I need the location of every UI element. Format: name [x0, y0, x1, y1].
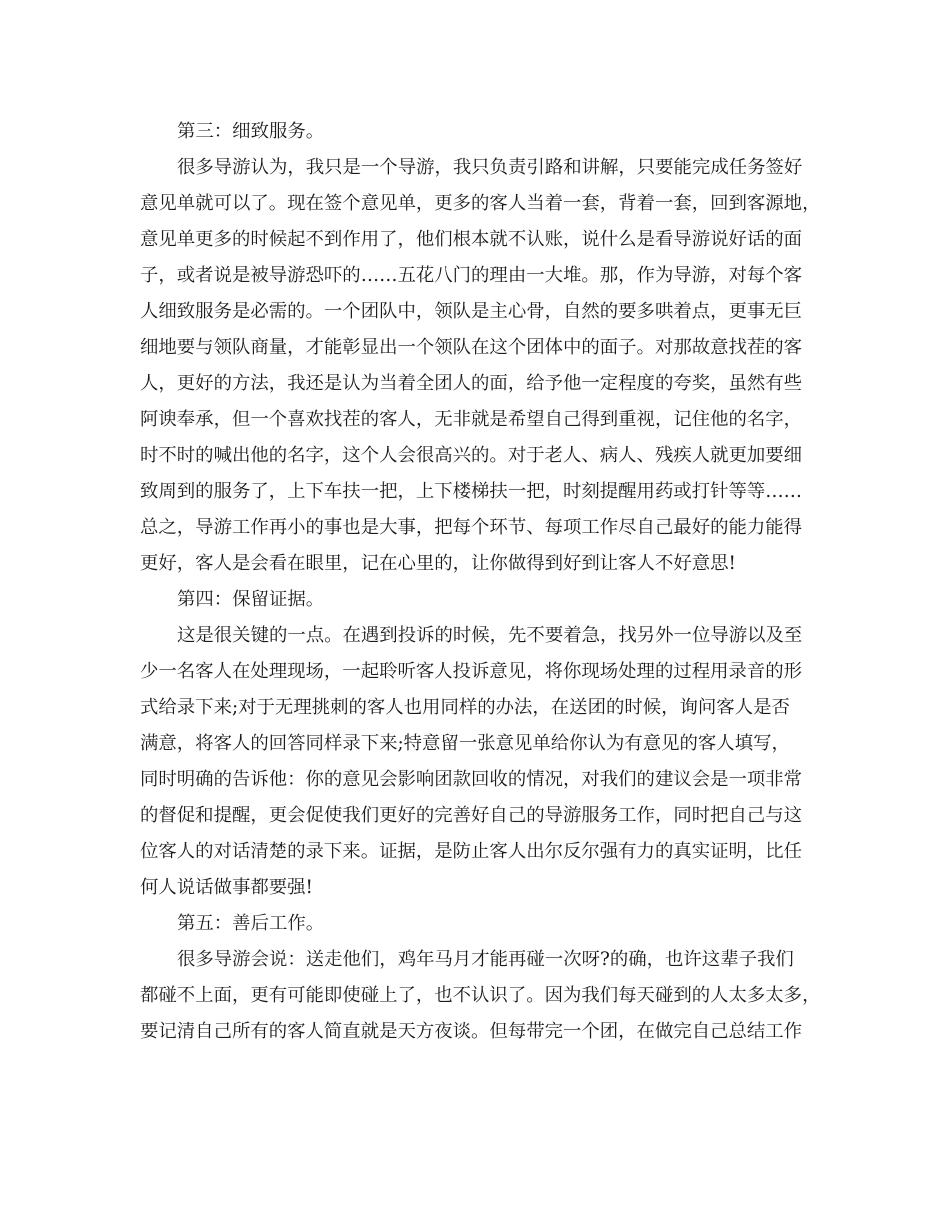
text-line: 阿谀奉承，但一个喜欢找茬的客人，无非就是希望自己得到重视，记住他的名字，	[140, 409, 803, 430]
text-line: 的督促和提醒，更会促使我们更好的完善好自己的导游服务工作，同时把自己与这	[140, 805, 803, 826]
text-line: 很多导游会说：送走他们，鸡年马月才能再碰一次呀?的确，也许这辈子我们	[177, 949, 794, 970]
text-line: 这是很关键的一点。在遇到投诉的时候，先不要着急，找另外一位导游以及至	[177, 625, 803, 646]
text-line: 第三：细致服务。	[177, 121, 325, 142]
text-line: 很多导游认为，我只是一个导游，我只负责引路和讲解，只要能完成任务签好	[177, 157, 803, 178]
text-line: 同时明确的告诉他：你的意见会影响团款回收的情况，对我们的建议会是一项非常	[140, 769, 803, 790]
text-line: 子，或者说是被导游恐吓的……五花八门的理由一大堆。那，作为导游，对每个客	[140, 265, 803, 286]
document-body	[140, 114, 821, 1050]
text-line: 细地要与领队商量，才能彰显出一个领队在这个团体中的面子。对那故意找茬的客	[140, 337, 803, 358]
text-line: 少一名客人在处理现场，一起聆听客人投诉意见，将你现场处理的过程用录音的形	[140, 661, 803, 682]
text-line: 何人说话做事都要强!	[140, 877, 313, 898]
text-line: 更好，客人是会看在眼里，记在心里的，让你做得到好到让客人不好意思!	[140, 553, 736, 574]
text-line: 总之，导游工作再小的事也是大事，把每个环节、每项工作尽自己最好的能力能得	[140, 517, 803, 538]
text-line: 人细致服务是必需的。一个团队中，领队是主心骨，自然的要多哄着点，更事无巨	[140, 301, 803, 322]
text-line: 致周到的服务了，上下车扶一把，上下楼梯扶一把，时刻提醒用药或打针等等……	[140, 481, 803, 502]
text-line: 第四：保留证据。	[177, 589, 325, 610]
text-line: 第五：善后工作。	[177, 913, 325, 934]
text-line: 满意，将客人的回答同样录下来;特意留一张意见单给你认为有意见的客人填写，	[140, 733, 790, 754]
text-line: 要记清自己所有的客人简直就是天方夜谈。但每带完一个团，在做完自己总结工作	[140, 1021, 803, 1042]
text-line: 意见单更多的时候起不到作用了，他们根本就不认账，说什么是看导游说好话的面	[140, 229, 803, 250]
text-line: 式给录下来;对于无理挑刺的客人也用同样的办法，在送团的时候，询问客人是否	[140, 697, 790, 718]
text-line: 位客人的对话清楚的录下来。证据，是防止客人出尔反尔强有力的真实证明，比任	[140, 841, 803, 862]
text-line: 时不时的喊出他的名字，这个人会很高兴的。对于老人、病人、残疾人就更加要细	[140, 445, 803, 466]
text-line: 都碰不上面，更有可能即使碰上了，也不认识了。因为我们每天碰到的人太多太多，	[140, 985, 821, 1006]
text-line: 意见单就可以了。现在签个意见单，更多的客人当着一套，背着一套，回到客源地，	[140, 193, 821, 214]
text-line: 人，更好的方法，我还是认为当着全团人的面，给予他一定程度的夸奖，虽然有些	[140, 373, 803, 394]
